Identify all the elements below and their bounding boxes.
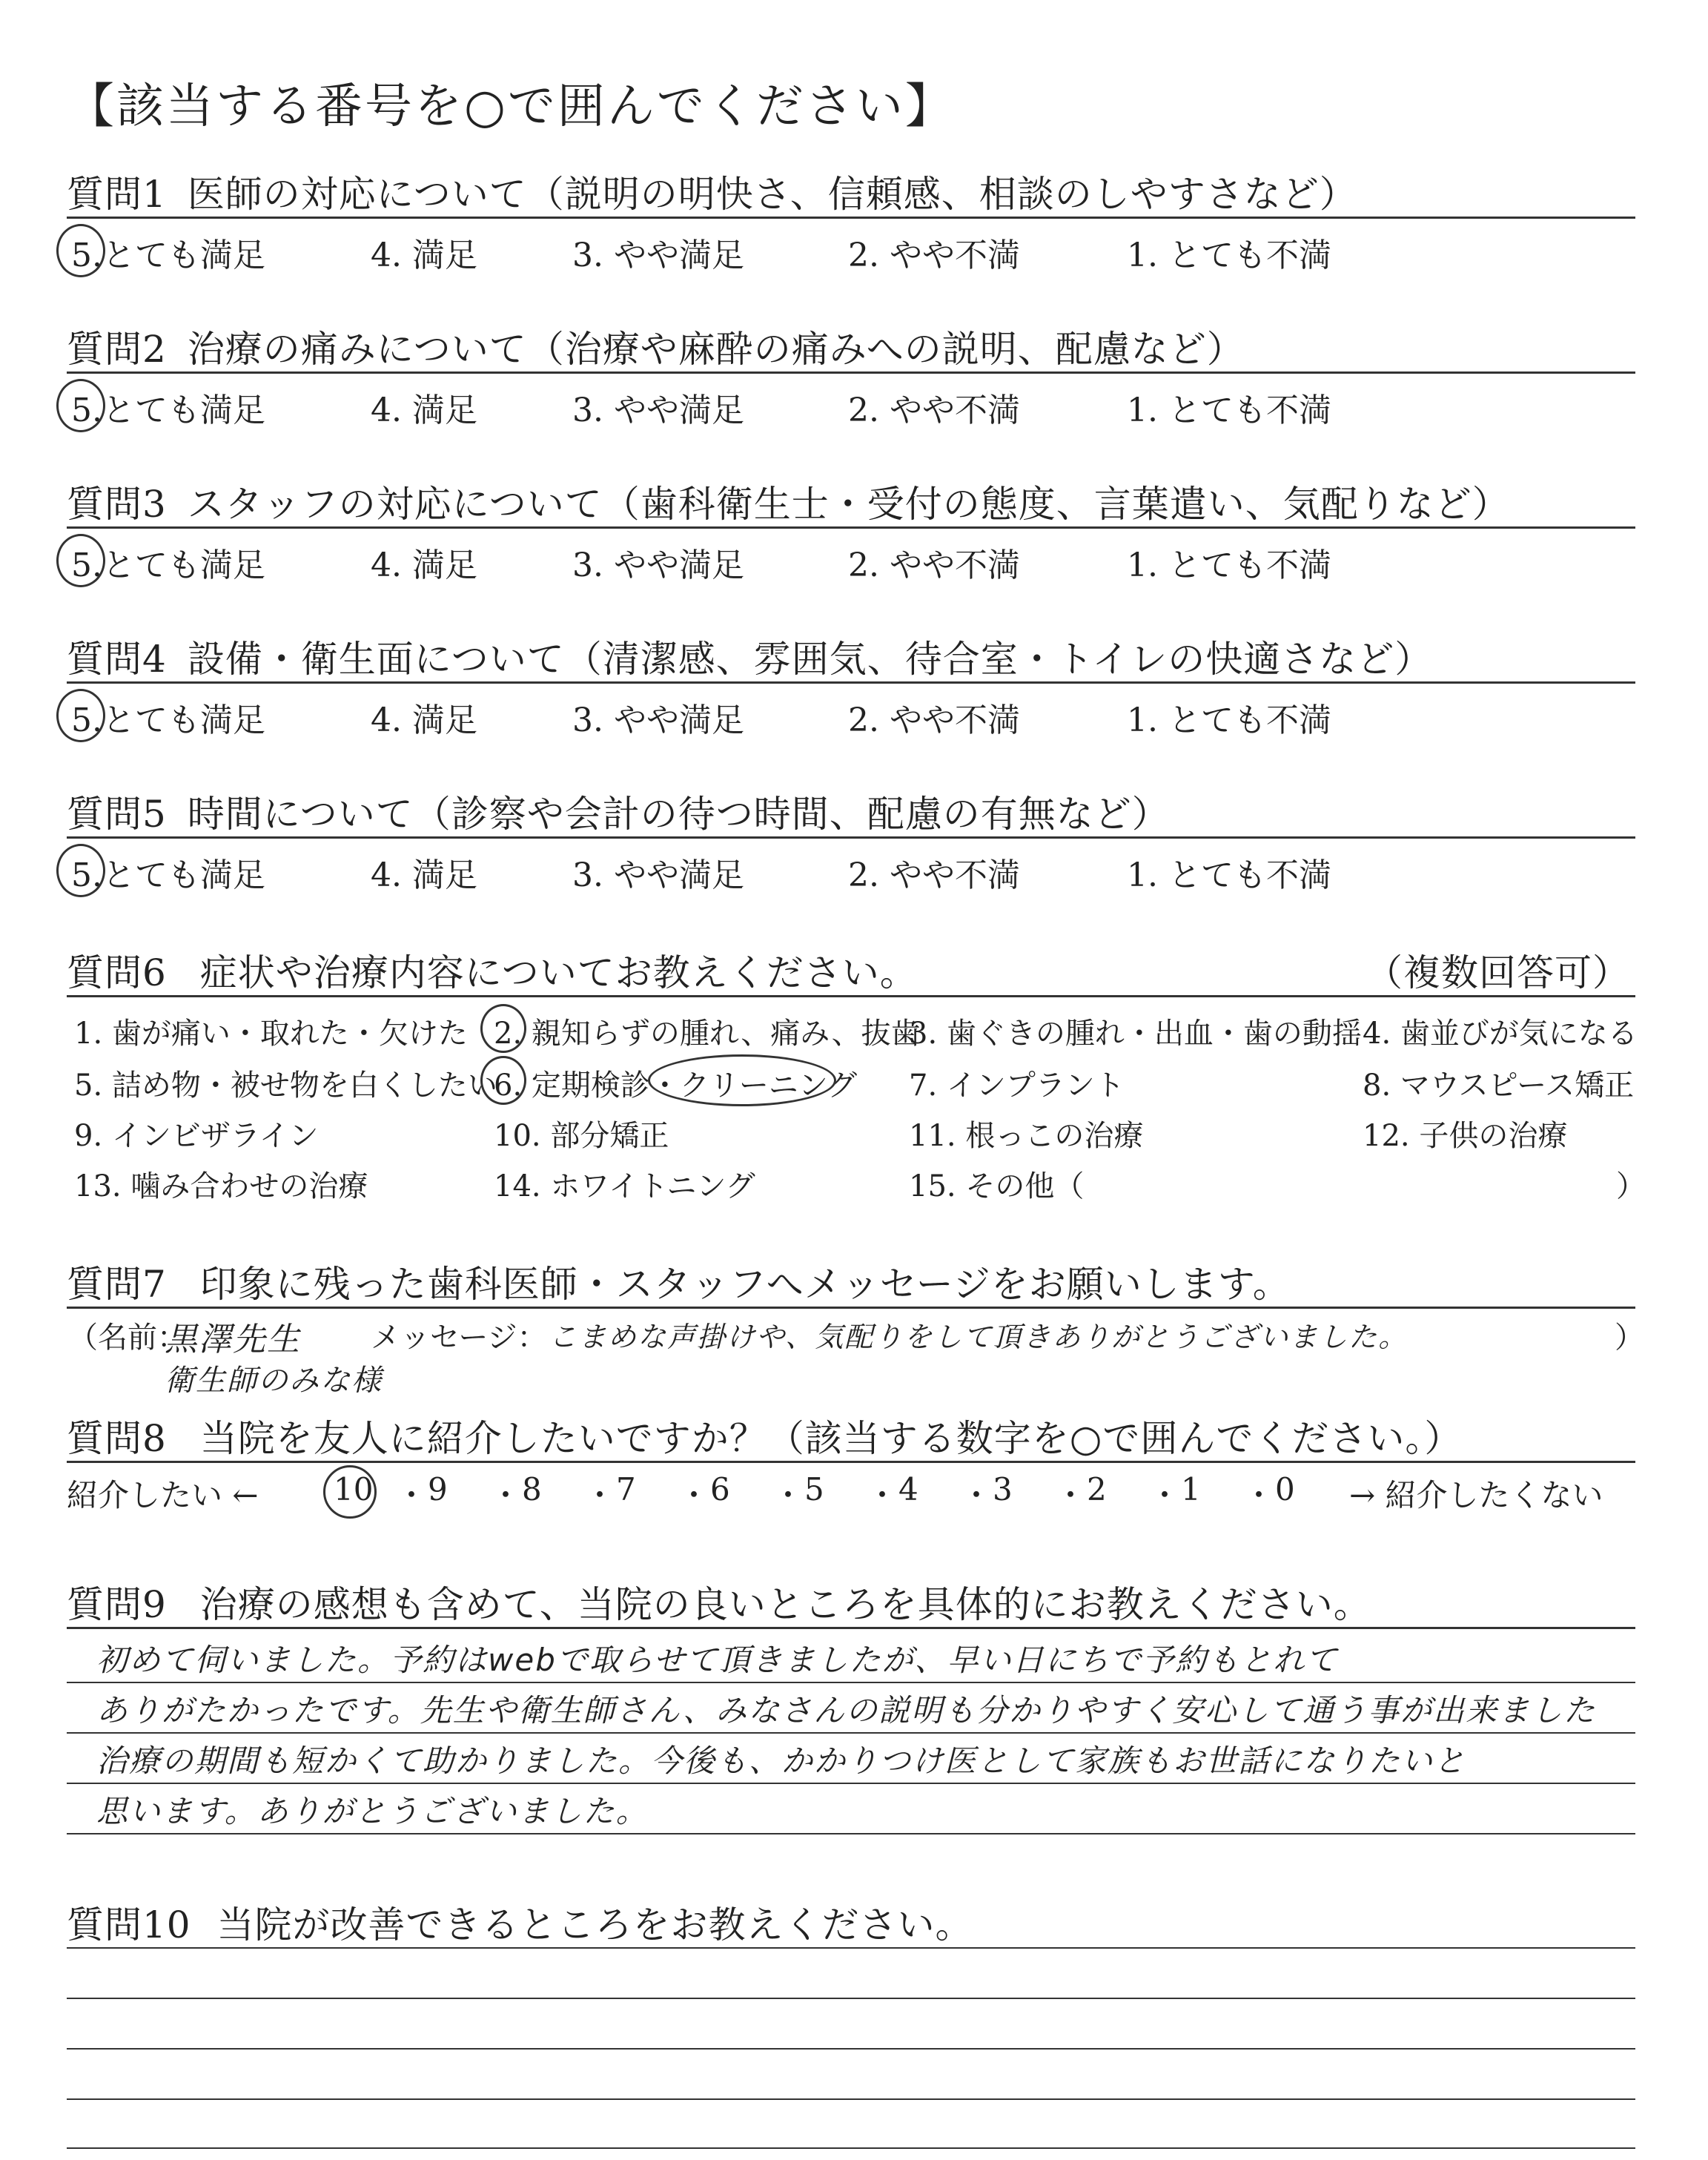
q8-scale-number[interactable]: 4	[898, 1471, 918, 1507]
q9-answer-line: 治療の期間も短かくて助かりました。今後も、かかりつけ医として家族もお世話になりたいと	[96, 1743, 1467, 1779]
q10-writing-rule	[67, 2048, 1635, 2050]
q8-scale-number[interactable]: 2	[1087, 1471, 1107, 1507]
question-text: 設備・衛生面について（清潔感、雰囲気、待合室・トイレの快適さなど）	[187, 638, 1433, 681]
q8-scale-number[interactable]: 5	[804, 1471, 824, 1507]
rating-option[interactable]: 2. やや不満	[848, 546, 1020, 584]
q9-rule	[67, 1627, 1635, 1629]
question-label: 質問3	[67, 483, 167, 526]
selection-circle	[56, 689, 105, 742]
question-label: 質問5	[67, 793, 167, 836]
rating-option[interactable]: 1. とても不満	[1127, 701, 1331, 739]
q7-name-value-1: 黒澤先生	[165, 1321, 301, 1358]
q8-scale-dot: ・	[1149, 1477, 1181, 1513]
selection-circle	[56, 224, 105, 277]
q10-writing-rule	[67, 2098, 1635, 2100]
rating-option[interactable]: 2. やや不満	[848, 237, 1020, 274]
question-rule	[67, 371, 1635, 374]
question-text: 時間について（診察や会計の待つ時間、配慮の有無など）	[187, 793, 1170, 836]
rating-option[interactable]: 4. 満足	[371, 237, 477, 274]
q8-scale-number[interactable]: 10	[334, 1471, 374, 1507]
q8-left-label: 紹介したい ←	[67, 1477, 259, 1513]
q8-scale-dot: ・	[1243, 1477, 1275, 1513]
rating-option[interactable]: 4. 満足	[371, 856, 477, 894]
q9-label: 質問9	[67, 1583, 167, 1626]
rating-option[interactable]: 1. とても不満	[1127, 856, 1331, 894]
q6-other-close: ）	[1616, 1169, 1646, 1203]
q6-option[interactable]: 2. 親知らずの腫れ、痛み、抜歯	[494, 1017, 921, 1051]
q6-option[interactable]: 9. インビザライン	[74, 1119, 319, 1153]
q6-option[interactable]: 12. 子供の治療	[1363, 1119, 1568, 1153]
rating-option[interactable]: 5.とても満足	[71, 546, 265, 584]
q8-text: 当院を友人に紹介したいですか？（該当する数字を○で囲んでください。）	[199, 1417, 1463, 1460]
q8-scale-dot: ・	[584, 1477, 616, 1513]
form-title: 【該当する番号を○で囲んでください】	[67, 79, 955, 134]
question-rule	[67, 526, 1635, 529]
q8-right-label: → 紹介したくない	[1349, 1477, 1603, 1513]
question-text: 治療の痛みについて（治療や麻酔の痛みへの説明、配慮など）	[187, 328, 1245, 371]
q6-option[interactable]: 8. マウスピース矯正	[1363, 1069, 1635, 1103]
q6-selection-circle	[480, 1004, 526, 1053]
rating-option[interactable]: 3. やや満足	[572, 392, 744, 429]
q9-answer-line: ありがたかったです。先生や衛生師さん、みなさんの説明も分かりやすく安心して通う事が出来ました	[96, 1692, 1597, 1728]
rating-option[interactable]: 2. やや不満	[848, 701, 1020, 739]
q8-scale-number[interactable]: 7	[616, 1471, 636, 1507]
q7-close-paren: ）	[1615, 1321, 1644, 1355]
rating-option[interactable]: 5.とても満足	[71, 856, 265, 894]
q8-scale-dot: ・	[396, 1477, 428, 1513]
rating-option[interactable]: 4. 満足	[371, 546, 477, 584]
rating-option[interactable]: 5.とても満足	[71, 392, 265, 429]
q6-text: 症状や治療内容についてお教えください。	[199, 951, 918, 994]
q6-option[interactable]: 15. その他（	[909, 1169, 1085, 1203]
question-rule	[67, 217, 1635, 219]
rating-option[interactable]: 4. 満足	[371, 701, 477, 739]
q7-name-label: （名前：	[68, 1321, 187, 1355]
rating-option[interactable]: 2. やや不満	[848, 856, 1020, 894]
question-label: 質問2	[67, 328, 167, 371]
rating-option[interactable]: 1. とても不満	[1127, 392, 1331, 429]
rating-option[interactable]: 1. とても不満	[1127, 546, 1331, 584]
q7-label: 質問7	[67, 1263, 167, 1306]
q7-name-value-2: 衛生師のみな様	[165, 1364, 383, 1398]
question-rule	[67, 836, 1635, 839]
question-text: スタッフの対応について（歯科衛生士・受付の態度、言葉遣い、気配りなど）	[187, 483, 1510, 526]
q10-label: 質問10	[67, 1903, 191, 1946]
question-heading	[67, 630, 1432, 683]
q7-message-label: メッセージ：	[371, 1321, 547, 1355]
rating-option[interactable]: 3. やや満足	[572, 546, 744, 584]
question-rule	[67, 681, 1635, 684]
selection-circle	[56, 379, 105, 432]
q8-scale-number[interactable]: 9	[428, 1471, 448, 1507]
q8-scale-dot: ・	[772, 1477, 804, 1513]
q7-heading	[67, 1255, 1291, 1308]
q6-option[interactable]: 13. 噛み合わせの治療	[74, 1169, 368, 1203]
q7-text: 印象に残った歯科医師・スタッフへメッセージをお願いします。	[199, 1263, 1291, 1306]
rating-option[interactable]: 3. やや満足	[572, 856, 744, 894]
q8-scale-dot: ・	[1055, 1477, 1087, 1513]
q9-text: 治療の感想も含めて、当院の良いところを具体的にお教えください。	[199, 1583, 1371, 1626]
q8-scale-number[interactable]: 3	[993, 1471, 1013, 1507]
rating-option[interactable]: 3. やや満足	[572, 237, 744, 274]
q7-message-value: こまめな声掛けや、気配りをして頂きありがとうございました。	[549, 1321, 1409, 1353]
q9-heading	[67, 1575, 1371, 1628]
q8-selection-circle	[323, 1465, 377, 1519]
q6-option[interactable]: 7. インプラント	[909, 1069, 1125, 1103]
q8-scale-dot: ・	[961, 1477, 993, 1513]
q6-option[interactable]: 3. 歯ぐきの腫れ・出血・歯の動揺	[909, 1017, 1362, 1051]
q6-option[interactable]: 5. 詰め物・被せ物を白くしたい	[74, 1069, 497, 1103]
q8-scale-dot: ・	[490, 1477, 522, 1513]
q9-answer-line: 思います。ありがとうございました。	[96, 1793, 649, 1829]
q8-scale-number[interactable]: 1	[1181, 1471, 1201, 1507]
q6-option[interactable]: 10. 部分矯正	[494, 1119, 669, 1153]
question-text: 医師の対応について（説明の明快さ、信頼感、相談のしやすさなど）	[187, 173, 1357, 216]
q6-note: （複数回答可）	[1366, 951, 1630, 994]
q6-cleaning-circle	[648, 1054, 836, 1106]
rating-option[interactable]: 1. とても不満	[1127, 237, 1331, 274]
q10-writing-rule	[67, 2147, 1635, 2149]
q6-option[interactable]: 4. 歯並びが気になる	[1363, 1017, 1638, 1051]
q6-option[interactable]: 1. 歯が痛い・取れた・欠けた	[74, 1017, 468, 1051]
q9-writing-rule	[67, 1783, 1635, 1784]
rating-option[interactable]: 5.とても満足	[71, 237, 265, 274]
q8-scale-dot: ・	[678, 1477, 710, 1513]
selection-circle	[56, 534, 105, 587]
rating-option[interactable]: 4. 満足	[371, 392, 477, 429]
q9-answer-line: 初めて伺いました。予約はwebで取らせて頂きましたが、早い日にちで予約もとれて	[96, 1642, 1339, 1678]
question-heading	[67, 320, 1245, 373]
q8-rule	[67, 1461, 1635, 1463]
q10-writing-rule	[67, 1998, 1635, 1999]
q6-rule	[67, 995, 1635, 997]
q9-writing-rule	[67, 1732, 1635, 1734]
q6-option[interactable]: 6. 定期検診・クリーニング	[494, 1069, 858, 1103]
q6-selection-circle	[480, 1056, 526, 1105]
question-heading	[67, 475, 1510, 528]
q8-scale-dot: ・	[867, 1477, 898, 1513]
q10-text: 当院が改善できるところをお教えください。	[216, 1903, 973, 1946]
q6-option[interactable]: 11. 根っこの治療	[909, 1119, 1144, 1153]
q8-label: 質問8	[67, 1417, 167, 1460]
rating-option[interactable]: 5.とても満足	[71, 701, 265, 739]
q7-rule	[67, 1307, 1635, 1309]
question-heading	[67, 165, 1357, 218]
question-label: 質問1	[67, 173, 167, 216]
q8-scale-number[interactable]: 6	[710, 1471, 730, 1507]
question-label: 質問4	[67, 638, 167, 681]
rating-option[interactable]: 3. やや満足	[572, 701, 744, 739]
q6-option[interactable]: 14. ホワイトニング	[494, 1169, 755, 1203]
q10-heading	[67, 1895, 973, 1949]
selection-circle	[56, 844, 105, 897]
q6-heading	[67, 943, 918, 997]
q9-writing-rule	[67, 1682, 1635, 1683]
q9-writing-rule	[67, 1833, 1635, 1834]
q8-scale-number[interactable]: 8	[522, 1471, 542, 1507]
q6-label: 質問6	[67, 951, 167, 994]
q8-scale-number[interactable]: 0	[1275, 1471, 1295, 1507]
q10-writing-rule	[67, 1947, 1635, 1949]
rating-option[interactable]: 2. やや不満	[848, 392, 1020, 429]
question-heading	[67, 785, 1170, 838]
q8-heading	[67, 1409, 1462, 1462]
